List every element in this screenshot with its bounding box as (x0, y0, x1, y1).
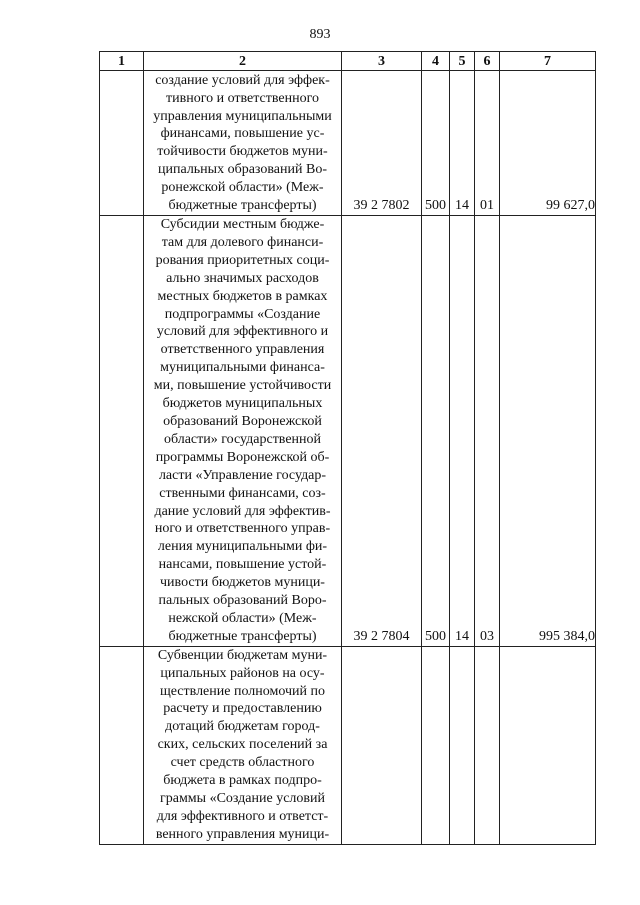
description-line: управления муниципальными (153, 108, 332, 124)
header-col-5: 5 (450, 52, 475, 71)
description-line: ских, сельских поселений за (157, 737, 328, 753)
col6-cell (475, 646, 500, 844)
description-line: там для долевого финанси- (161, 234, 324, 250)
description-line: счет средств областного (170, 755, 315, 771)
col4-cell (422, 646, 450, 844)
description-line: граммы «Создание условий (159, 791, 326, 806)
header-col-1: 1 (100, 52, 144, 71)
description-line: программы Воронежской об- (155, 449, 330, 465)
description-line: чивости бюджетов муници- (160, 575, 325, 591)
description-cell (144, 71, 342, 216)
description-line: расчету и предоставлению (163, 701, 322, 717)
description-line: тойчивости бюджетов муни- (157, 144, 328, 160)
description-line: тивного и ответственного (165, 90, 319, 106)
col6-cell: 01 (475, 71, 500, 216)
amount-cell (500, 646, 596, 844)
code-cell: 39 2 7804 (342, 216, 422, 647)
budget-table (99, 51, 596, 845)
description-line: образований Воронежской (163, 413, 322, 429)
header-col-6: 6 (475, 52, 500, 71)
col5-cell: 14 (450, 216, 475, 647)
description-line: создание условий для эффек- (155, 72, 330, 88)
description-line: ципальных образований Во- (158, 162, 327, 178)
row-index-cell (100, 71, 144, 216)
col5-cell: 14 (450, 71, 475, 216)
code-cell: 39 2 7802 (342, 71, 422, 216)
amount-cell: 99 627,0 (500, 71, 596, 216)
description-line: дотаций бюджетам город- (165, 719, 320, 735)
description-line: ципальных районов на осу- (160, 665, 325, 681)
description-cell (144, 646, 342, 844)
description-line: муниципальными финанса- (160, 360, 325, 376)
table-row (100, 216, 596, 647)
description-line: рования приоритетных соци- (155, 252, 330, 268)
col4-cell: 500 (422, 71, 450, 216)
col4-cell: 500 (422, 216, 450, 647)
description-cell (144, 216, 342, 647)
description-line: пальных образований Воро- (158, 593, 327, 609)
description-line: Субвенции бюджетам муни- (157, 647, 328, 663)
description-line: бюджетные трансферты) (168, 198, 317, 214)
table-row (100, 646, 596, 844)
description-line: ществление полномочий по (159, 683, 326, 699)
description-line: ления муниципальными фи- (157, 539, 328, 555)
header-col-2: 2 (144, 52, 342, 71)
col5-cell (450, 646, 475, 844)
description-line: бюджетные трансферты) (168, 628, 317, 644)
page-number: 893 (309, 27, 331, 42)
description-line: бюджета в рамках подпро- (163, 773, 322, 789)
description-line: ально значимых расходов (166, 270, 319, 286)
code-cell (342, 646, 422, 844)
description-line: финансами, повышение ус- (160, 126, 325, 142)
description-line: нежской области» (Меж- (168, 610, 317, 626)
table-row (100, 71, 596, 216)
description-line: бюджетов муниципальных (162, 396, 323, 412)
row-index-cell (100, 216, 144, 647)
description-line: ронежской области» (Меж- (161, 180, 324, 196)
description-line: ственными финансами, соз- (159, 485, 326, 501)
description-line: дание условий для эффектив- (154, 503, 331, 519)
amount-cell: 995 384,0 (500, 216, 596, 647)
description-line: ответственного управления (160, 342, 325, 358)
description-line: местных бюджетов в рамках (157, 288, 328, 304)
description-line: для эффективного и ответст- (156, 808, 329, 824)
header-col-4: 4 (422, 52, 450, 71)
description-line: венного управления муници- (155, 826, 330, 842)
description-line: области» государственной (163, 431, 322, 447)
row-index-cell (100, 646, 144, 844)
description-line: ми, повышение устойчивости (153, 378, 332, 394)
description-line: ласти «Управление государ- (158, 467, 327, 483)
header-row (100, 52, 596, 71)
col6-cell: 03 (475, 216, 500, 647)
description-line: ного и ответственного управ- (154, 521, 331, 537)
header-col-3: 3 (342, 52, 422, 71)
description-line: Субсидии местным бюдже- (160, 217, 325, 232)
description-line: подпрограммы «Создание (164, 306, 321, 322)
description-line: условий для эффективного и (156, 324, 329, 340)
header-col-7: 7 (500, 52, 596, 71)
description-line: нансами, повышение устой- (158, 557, 327, 573)
